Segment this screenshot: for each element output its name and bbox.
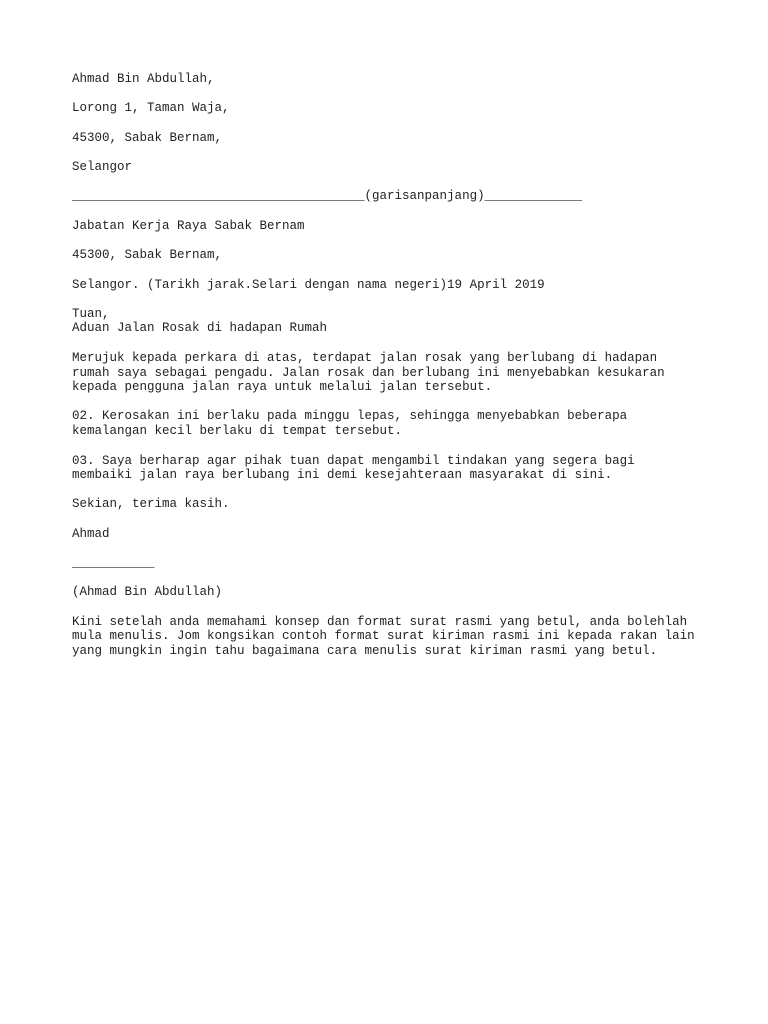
signature-line: ___________ <box>72 556 155 570</box>
paragraph2-line2: kemalangan kecil berlaku di tempat tersebut. <box>72 424 403 438</box>
sender-address-line2: 45300, Sabak Bernam, <box>72 131 223 145</box>
paragraph3-line2: membaiki jalan raya berlubang ini demi kesejahteraan masyarakat di sini. <box>72 468 613 482</box>
separator-line: _______________________________________(garisanpanjang)_____________ <box>72 189 583 203</box>
subject-line: Aduan Jalan Rosak di hadapan Rumah <box>72 321 328 335</box>
paragraph1-line1: Merujuk kepada perkara di atas, terdapat jalan rosak yang berlubang di hadapan <box>72 351 658 365</box>
signature-name: Ahmad <box>72 527 110 541</box>
footer-note-line2: mula menulis. Jom kongsikan contoh format surat kiriman rasmi ini kepada rakan lain <box>72 629 695 643</box>
recipient-department: Jabatan Kerja Raya Sabak Bernam <box>72 219 305 233</box>
paragraph1-line2: rumah saya sebagai pengadu. Jalan rosak dan berlubang ini menyebabkan kesukaran <box>72 366 665 380</box>
recipient-address-line: 45300, Sabak Bernam, <box>72 248 223 262</box>
paragraph1-line3: kepada pengguna jalan raya untuk melalui jalan tersebut. <box>72 380 493 394</box>
closing-line: Sekian, terima kasih. <box>72 497 230 511</box>
sender-name: Ahmad Bin Abdullah, <box>72 72 215 86</box>
full-name: (Ahmad Bin Abdullah) <box>72 585 223 599</box>
footer-note-line3: yang mungkin ingin tahu bagaimana cara menulis surat kiriman rasmi yang betul. <box>72 644 658 658</box>
paragraph3-line1: 03. Saya berharap agar pihak tuan dapat mengambil tindakan yang segera bagi <box>72 454 635 468</box>
recipient-state-and-date: Selangor. (Tarikh jarak.Selari dengan nama negeri)19 April 2019 <box>72 278 545 292</box>
sender-state: Selangor <box>72 160 133 174</box>
sender-address-line1: Lorong 1, Taman Waja, <box>72 101 230 115</box>
salutation: Tuan, <box>72 307 110 321</box>
paragraph2-line1: 02. Kerosakan ini berlaku pada minggu lepas, sehingga menyebabkan beberapa <box>72 409 628 423</box>
footer-note-line1: Kini setelah anda memahami konsep dan format surat rasmi yang betul, anda bolehlah <box>72 615 688 629</box>
